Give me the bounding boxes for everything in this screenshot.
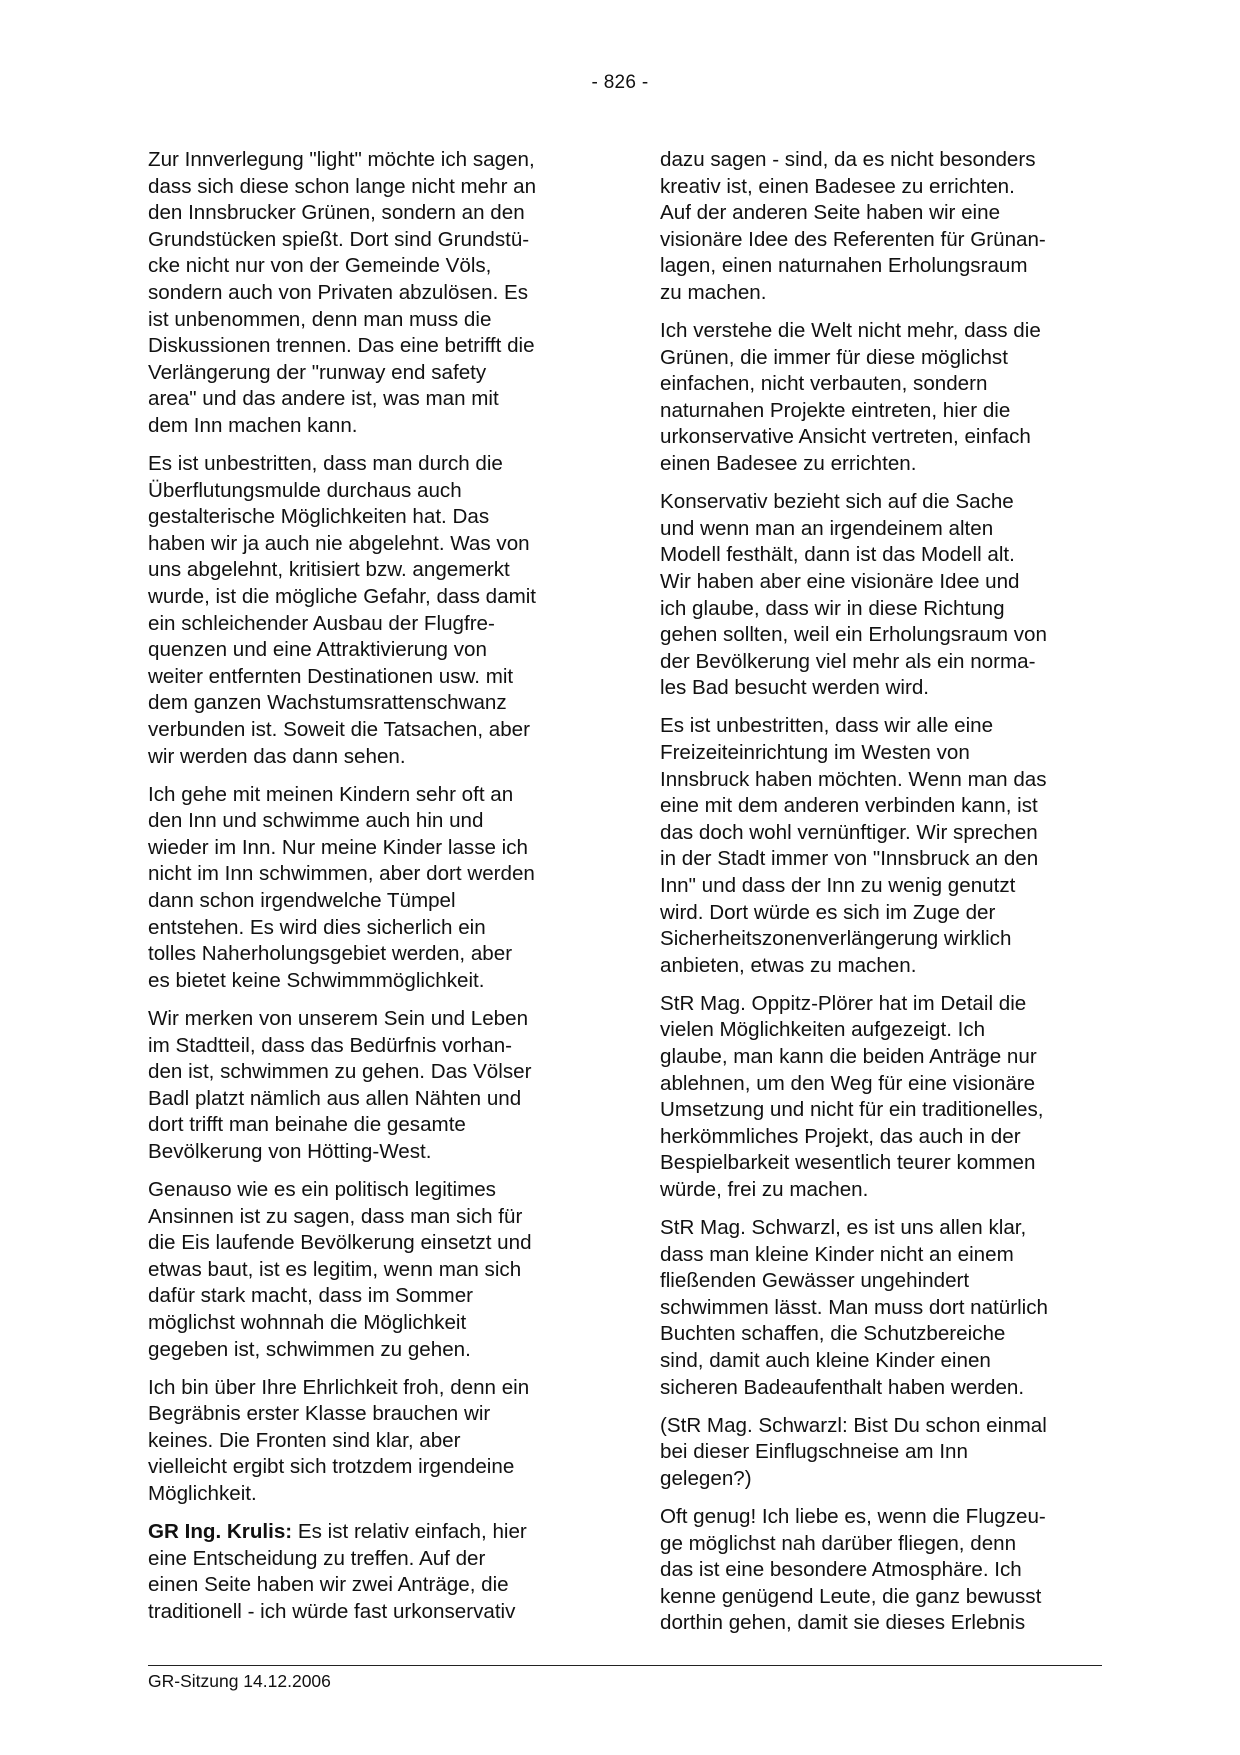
text-line: Sicherheitszonenverlängerung wirklich xyxy=(660,927,1012,951)
text-line: glaube, man kann die beiden Anträge nur xyxy=(660,1045,1037,1068)
text-line: Ich bin über Ihre Ehrlichkeit froh, denn ein xyxy=(148,1375,530,1399)
paragraph xyxy=(660,489,1100,702)
text-line: traditionell - ich würde fast urkonservativ xyxy=(148,1599,516,1623)
paragraph xyxy=(148,147,588,440)
text-line: ablehnen, um den Weg für eine visionäre xyxy=(660,1071,1036,1095)
text-line: zu machen. xyxy=(660,280,767,304)
text-line: bei dieser Einflugschneise am Inn xyxy=(660,1440,968,1464)
text-line: Auf der anderen Seite haben wir eine xyxy=(660,201,1001,225)
text-line: dass sich diese schon lange nicht mehr an xyxy=(148,174,537,198)
text-line: cke nicht nur von der Gemeinde Völs, xyxy=(148,254,492,278)
text-line: Freizeiteinrichtung im Westen von xyxy=(660,740,970,764)
text-line: dort trifft man beinahe die gesamte xyxy=(148,1113,466,1137)
text-line: den Inn und schwimme auch hin und xyxy=(148,809,484,833)
text-line: Innsbruck haben möchten. Wenn man das xyxy=(660,767,1047,791)
text-line: es bietet keine Schwimmmöglichkeit. xyxy=(148,968,485,992)
text-line: gehen sollten, weil ein Erholungsraum von xyxy=(660,623,1047,647)
text-line: area" und das andere ist, was man mit xyxy=(148,387,499,411)
text-line: einen Badesee zu errichten. xyxy=(660,452,917,476)
text-line: urkonservative Ansicht vertreten, einfach xyxy=(660,425,1031,449)
text-line: den Innsbrucker Grünen, sondern an den xyxy=(148,201,525,225)
paragraph xyxy=(660,147,1100,307)
paragraph xyxy=(148,782,588,995)
left-column xyxy=(148,147,588,1637)
text-line: Überflutungsmulde durchaus auch xyxy=(148,478,462,502)
text-line: schwimmen lässt. Man muss dort natürlich xyxy=(660,1295,1048,1319)
text-line: wurde, ist die mögliche Gefahr, dass damit xyxy=(148,585,537,608)
text-line: Badl platzt nämlich aus allen Nähten und xyxy=(148,1086,522,1110)
text-line: einfachen, nicht verbauten, sondern xyxy=(660,372,988,396)
text-line: Umsetzung und nicht für ein traditionelles, xyxy=(660,1098,1044,1122)
text-line: im Stadtteil, dass das Bedürfnis vorhan- xyxy=(148,1033,513,1057)
text-line: keines. Die Fronten sind klar, aber xyxy=(148,1428,461,1452)
text-line: ist unbenommen, denn man muss die xyxy=(148,307,492,331)
text-line: tolles Naherholungsgebiet werden, aber xyxy=(148,942,513,966)
text-line: den ist, schwimmen zu gehen. Das Völser xyxy=(148,1060,532,1084)
text-line: les Bad besucht werden wird. xyxy=(660,676,930,700)
text-line: Buchten schaffen, die Schutzbereiche xyxy=(660,1322,1006,1346)
text-line: die Eis laufende Bevölkerung einsetzt und xyxy=(148,1231,532,1255)
text-line: sicheren Badeaufenthalt haben werden. xyxy=(660,1375,1025,1399)
text-line: StR Mag. Oppitz-Plörer hat im Detail die xyxy=(660,991,1027,1015)
right-column xyxy=(660,147,1100,1648)
text-line: dem Inn machen kann. xyxy=(148,413,358,437)
text-line: ge möglichst nah darüber fliegen, denn xyxy=(660,1531,1017,1555)
text-line: gestalterische Möglichkeiten hat. Das xyxy=(148,505,490,529)
text-line: haben wir ja auch nie abgelehnt. Was von xyxy=(148,531,530,555)
text-line: fließenden Gewässer ungehindert xyxy=(660,1269,970,1293)
text-line: Verlängerung der "runway end safety xyxy=(148,360,487,384)
text-line: quenzen und eine Attraktivierung von xyxy=(148,638,487,662)
text-line: ich glaube, dass wir in diese Richtung xyxy=(660,596,1005,620)
text-line: anbieten, etwas zu machen. xyxy=(660,953,917,977)
text-line: der Bevölkerung viel mehr als ein norma- xyxy=(660,649,1036,673)
text-line: einen Seite haben wir zwei Anträge, die xyxy=(148,1573,509,1597)
text-line: Grünen, die immer für diese möglichst xyxy=(660,345,1008,369)
text-line: und wenn man an irgendeinem alten xyxy=(660,516,994,540)
text-line: wird. Dort würde es sich im Zuge der xyxy=(660,900,996,924)
paragraph xyxy=(148,1177,588,1363)
text-line: dorthin gehen, damit sie dieses Erlebnis xyxy=(660,1611,1026,1635)
text-line: weiter entfernten Destinationen usw. mit xyxy=(148,664,514,688)
text-line: StR Mag. Schwarzl, es ist uns allen klar, xyxy=(660,1216,1027,1240)
footer-divider xyxy=(148,1665,1102,1666)
paragraph xyxy=(660,1215,1100,1401)
text-line: Wir merken von unserem Sein und Leben xyxy=(148,1006,529,1030)
paragraph xyxy=(148,1006,588,1166)
paragraph xyxy=(660,318,1100,478)
text-line: Möglichkeit. xyxy=(148,1482,257,1505)
text-line: eine Entscheidung zu treffen. Auf der xyxy=(148,1546,486,1570)
text-line: Es ist unbestritten, dass man durch die xyxy=(148,452,503,476)
text-line: wieder im Inn. Nur meine Kinder lasse ich xyxy=(148,835,528,859)
text-line: dem ganzen Wachstumsrattenschwanz xyxy=(148,691,507,715)
text-line: vielen Möglichkeiten aufgezeigt. Ich xyxy=(660,1018,986,1042)
text-line: Ich gehe mit meinen Kindern sehr oft an xyxy=(148,782,514,806)
page-number: - 826 - xyxy=(591,72,649,93)
text-line: Grundstücken spießt. Dort sind Grundstü- xyxy=(148,227,530,251)
text-line: etwas baut, ist es legitim, wenn man sich xyxy=(148,1257,522,1281)
text-line: das ist eine besondere Atmosphäre. Ich xyxy=(660,1558,1022,1582)
text-line: Begräbnis erster Klasse brauchen wir xyxy=(148,1402,491,1426)
text-line: Diskussionen trennen. Das eine betrifft die xyxy=(148,334,535,358)
paragraph xyxy=(148,1375,588,1508)
text-line: kenne genügend Leute, die ganz bewusst xyxy=(660,1584,1042,1608)
text-line: Genauso wie es ein politisch legitimes xyxy=(148,1177,496,1201)
text-line: sondern auch von Privaten abzulösen. Es xyxy=(148,280,529,304)
paragraph xyxy=(148,451,588,770)
text-line: dass man kleine Kinder nicht an einem xyxy=(660,1242,1014,1266)
text-line: vielleicht ergibt sich trotzdem irgendeine xyxy=(148,1455,515,1479)
text-line: Wir haben aber eine visionäre Idee und xyxy=(660,569,1020,593)
text-line: visionäre Idee des Referenten für Grünan- xyxy=(660,227,1046,251)
text-line: gegeben ist, schwimmen zu gehen. xyxy=(148,1337,471,1361)
text-line: Bevölkerung von Hötting-West. xyxy=(148,1139,432,1163)
text-line: würde, frei zu machen. xyxy=(660,1177,869,1201)
text-line: verbunden ist. Soweit die Tatsachen, aber xyxy=(148,717,530,741)
paragraph xyxy=(660,991,1100,1204)
text-line: gelegen?) xyxy=(660,1466,752,1490)
text-line: Es ist relativ einfach, hier xyxy=(292,1520,527,1544)
paragraph xyxy=(660,1504,1100,1637)
text-line: möglichst wohnnah die Möglichkeit xyxy=(148,1310,467,1334)
text-line: in der Stadt immer von "Innsbruck an den xyxy=(660,847,1039,871)
text-line: dafür stark macht, dass im Sommer xyxy=(148,1284,474,1308)
text-line: nicht im Inn schwimmen, aber dort werden xyxy=(148,862,535,886)
text-line: lagen, einen naturnahen Erholungsraum xyxy=(660,254,1028,278)
footer-text: GR-Sitzung 14.12.2006 xyxy=(148,1671,331,1691)
text-line: uns abgelehnt, kritisiert bzw. angemerkt xyxy=(148,558,510,582)
text-line: Es ist unbestritten, dass wir alle eine xyxy=(660,714,994,738)
text-line: dann schon irgendwelche Tümpel xyxy=(148,889,456,913)
paragraph xyxy=(660,1413,1100,1493)
text-line: naturnahen Projekte eintreten, hier die xyxy=(660,398,1011,422)
text-line: Ich verstehe die Welt nicht mehr, dass die xyxy=(660,319,1041,343)
text-line: wir werden das dann sehen. xyxy=(148,744,406,768)
text-line: Zur Innverlegung "light" möchte ich sagen, xyxy=(148,148,535,171)
paragraph xyxy=(148,1519,588,1625)
text-line: Inn" und dass der Inn zu wenig genutzt xyxy=(660,873,1016,897)
text-line: Bespielbarkeit wesentlich teurer kommen xyxy=(660,1151,1036,1175)
text-line: (StR Mag. Schwarzl: Bist Du schon einmal xyxy=(660,1413,1047,1437)
text-line: dazu sagen - sind, da es nicht besonders xyxy=(660,148,1036,171)
text-line: sind, damit auch kleine Kinder einen xyxy=(660,1349,991,1373)
text-line: entstehen. Es wird dies sicherlich ein xyxy=(148,915,486,939)
text-line: eine mit dem anderen verbinden kann, ist xyxy=(660,794,1038,818)
text-line: herkömmliches Projekt, das auch in der xyxy=(660,1124,1021,1148)
text-line: ein schleichender Ausbau der Flugfre- xyxy=(148,611,495,635)
text-line: Modell festhält, dann ist das Modell alt. xyxy=(660,543,1015,567)
speaker-name: GR Ing. Krulis: xyxy=(148,1520,293,1544)
paragraph xyxy=(660,713,1100,979)
text-line: das doch wohl vernünftiger. Wir sprechen xyxy=(660,820,1038,844)
text-line: Ansinnen ist zu sagen, dass man sich für xyxy=(148,1204,523,1228)
text-line: kreativ ist, einen Badesee zu errichten. xyxy=(660,174,1015,198)
text-line: Oft genug! Ich liebe es, wenn die Flugzeu- xyxy=(660,1505,1046,1528)
text-line: Konservativ bezieht sich auf die Sache xyxy=(660,490,1014,514)
